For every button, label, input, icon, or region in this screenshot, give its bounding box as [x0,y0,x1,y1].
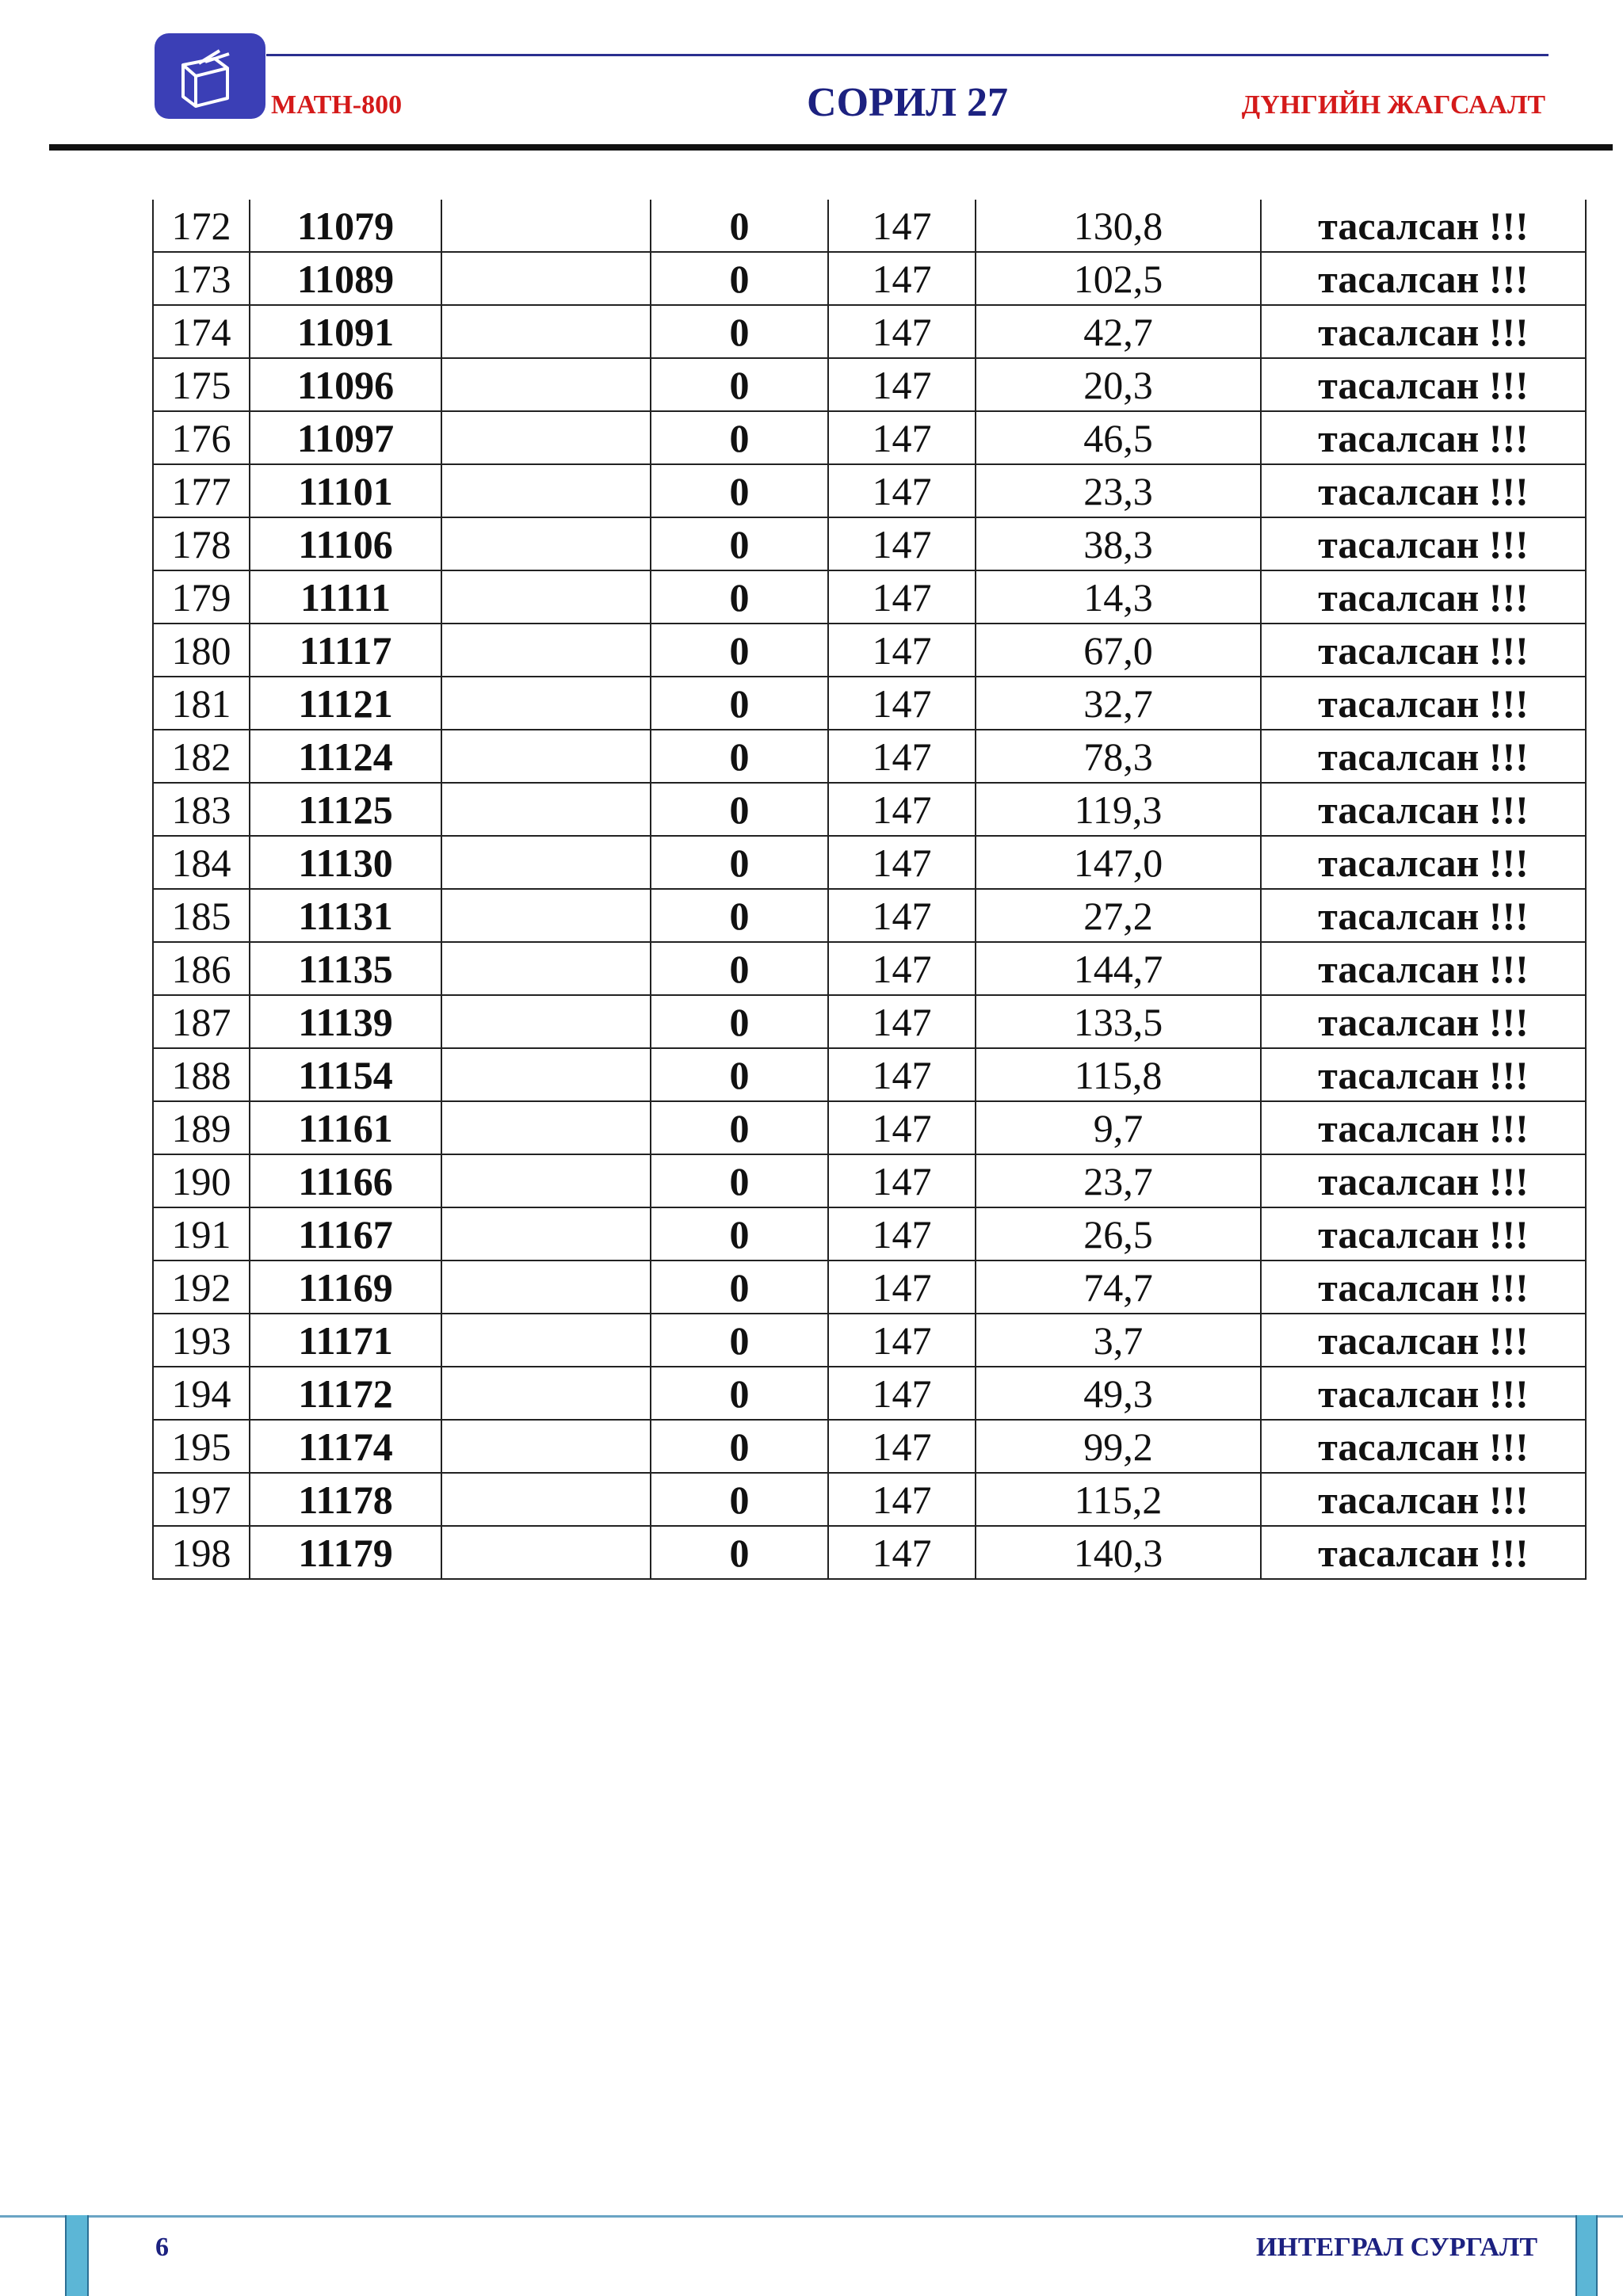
row-number: 189 [153,1101,250,1154]
max-score-cell: 147 [828,1314,976,1367]
score-cell: 0 [651,1154,828,1207]
max-score-cell: 147 [828,1154,976,1207]
status-cell: тасалсан !!! [1261,1261,1586,1314]
percentile-cell: 102,5 [976,252,1261,305]
student-id: 11106 [250,517,441,570]
status-cell: тасалсан !!! [1261,677,1586,730]
student-id: 11166 [250,1154,441,1207]
blank-cell [441,1367,651,1420]
student-id: 11091 [250,305,441,358]
table-row [153,411,1586,464]
status-cell: тасалсан !!! [1261,1314,1586,1367]
blank-cell [441,889,651,942]
blank-cell [441,200,651,252]
student-id: 11171 [250,1314,441,1367]
student-id: 11179 [250,1526,441,1579]
table-row [153,1526,1586,1579]
table-row [153,1473,1586,1526]
student-id: 11111 [250,570,441,624]
table-row [153,1314,1586,1367]
score-cell: 0 [651,1261,828,1314]
max-score-cell: 147 [828,1367,976,1420]
percentile-cell: 26,5 [976,1207,1261,1261]
table-row [153,730,1586,783]
blank-cell [441,836,651,889]
score-cell: 0 [651,836,828,889]
percentile-cell: 133,5 [976,995,1261,1048]
status-cell: тасалсан !!! [1261,942,1586,995]
row-number: 172 [153,200,250,252]
percentile-cell: 14,3 [976,570,1261,624]
table-row [153,1367,1586,1420]
score-cell: 0 [651,1207,828,1261]
max-score-cell: 147 [828,358,976,411]
max-score-cell: 147 [828,942,976,995]
status-cell: тасалсан !!! [1261,1154,1586,1207]
score-cell: 0 [651,517,828,570]
score-cell: 0 [651,1420,828,1473]
student-id: 11089 [250,252,441,305]
row-number: 176 [153,411,250,464]
row-number: 195 [153,1420,250,1473]
max-score-cell: 147 [828,730,976,783]
max-score-cell: 147 [828,1101,976,1154]
row-number: 183 [153,783,250,836]
blank-cell [441,1048,651,1101]
max-score-cell: 147 [828,677,976,730]
percentile-cell: 46,5 [976,411,1261,464]
blank-cell [441,411,651,464]
student-id: 11101 [250,464,441,517]
student-id: 11097 [250,411,441,464]
table-row [153,783,1586,836]
score-cell: 0 [651,1048,828,1101]
score-cell: 0 [651,252,828,305]
max-score-cell: 147 [828,1261,976,1314]
percentile-cell: 147,0 [976,836,1261,889]
footer-line [0,2215,1623,2218]
student-id: 11096 [250,358,441,411]
max-score-cell: 147 [828,783,976,836]
table-row [153,1048,1586,1101]
document-section-label: ДҮНГИЙН ЖАГСААЛТ [1241,90,1545,120]
page-title: СОРИЛ 27 [807,80,1008,125]
table-row [153,200,1586,252]
score-cell: 0 [651,889,828,942]
status-cell: тасалсан !!! [1261,1207,1586,1261]
row-number: 175 [153,358,250,411]
score-cell: 0 [651,411,828,464]
score-cell: 0 [651,1473,828,1526]
blank-cell [441,1473,651,1526]
score-cell: 0 [651,1367,828,1420]
header-top-line [266,54,1549,56]
table-row [153,252,1586,305]
max-score-cell: 147 [828,200,976,252]
status-cell: тасалсан !!! [1261,836,1586,889]
table-row [153,464,1586,517]
student-id: 11178 [250,1473,441,1526]
percentile-cell: 144,7 [976,942,1261,995]
score-cell: 0 [651,730,828,783]
table-row [153,1154,1586,1207]
row-number: 179 [153,570,250,624]
max-score-cell: 147 [828,570,976,624]
status-cell: тасалсан !!! [1261,995,1586,1048]
score-cell: 0 [651,200,828,252]
student-id: 11161 [250,1101,441,1154]
max-score-cell: 147 [828,252,976,305]
score-cell: 0 [651,1526,828,1579]
row-number: 187 [153,995,250,1048]
blank-cell [441,730,651,783]
table-row [153,1420,1586,1473]
table-row [153,1101,1586,1154]
percentile-cell: 27,2 [976,889,1261,942]
max-score-cell: 147 [828,1526,976,1579]
blank-cell [441,358,651,411]
student-id: 11154 [250,1048,441,1101]
percentile-cell: 32,7 [976,677,1261,730]
footer-brand: ИНТЕГРАЛ СУРГАЛТ [1255,2233,1537,2262]
student-id: 11135 [250,942,441,995]
blank-cell [441,1314,651,1367]
max-score-cell: 147 [828,624,976,677]
table-row [153,358,1586,411]
percentile-cell: 130,8 [976,200,1261,252]
percentile-cell: 140,3 [976,1526,1261,1579]
score-cell: 0 [651,624,828,677]
max-score-cell: 147 [828,1473,976,1526]
score-cell: 0 [651,1101,828,1154]
status-cell: тасалсан !!! [1261,411,1586,464]
blank-cell [441,995,651,1048]
blank-cell [441,464,651,517]
table-row [153,517,1586,570]
status-cell: тасалсан !!! [1261,517,1586,570]
table-row [153,624,1586,677]
row-number: 192 [153,1261,250,1314]
score-cell: 0 [651,783,828,836]
max-score-cell: 147 [828,836,976,889]
status-cell: тасалсан !!! [1261,1101,1586,1154]
percentile-cell: 20,3 [976,358,1261,411]
max-score-cell: 147 [828,411,976,464]
blank-cell [441,252,651,305]
status-cell: тасалсан !!! [1261,252,1586,305]
score-cell: 0 [651,305,828,358]
score-cell: 0 [651,942,828,995]
score-cell: 0 [651,464,828,517]
student-id: 11117 [250,624,441,677]
percentile-cell: 23,7 [976,1154,1261,1207]
row-number: 180 [153,624,250,677]
blank-cell [441,1261,651,1314]
table-row [153,836,1586,889]
table-row [153,677,1586,730]
max-score-cell: 147 [828,995,976,1048]
student-id: 11174 [250,1420,441,1473]
row-number: 197 [153,1473,250,1526]
status-cell: тасалсан !!! [1261,1048,1586,1101]
score-cell: 0 [651,995,828,1048]
row-number: 190 [153,1154,250,1207]
row-number: 174 [153,305,250,358]
blank-cell [441,1420,651,1473]
percentile-cell: 49,3 [976,1367,1261,1420]
blank-cell [441,1101,651,1154]
row-number: 186 [153,942,250,995]
max-score-cell: 147 [828,464,976,517]
student-id: 11124 [250,730,441,783]
percentile-cell: 78,3 [976,730,1261,783]
status-cell: тасалсан !!! [1261,200,1586,252]
student-id: 11169 [250,1261,441,1314]
footer-left-bar [65,2215,89,2296]
row-number: 173 [153,252,250,305]
percentile-cell: 115,2 [976,1473,1261,1526]
row-number: 188 [153,1048,250,1101]
row-number: 178 [153,517,250,570]
blank-cell [441,1207,651,1261]
student-id: 11121 [250,677,441,730]
max-score-cell: 147 [828,305,976,358]
score-cell: 0 [651,570,828,624]
student-id: 11079 [250,200,441,252]
table-row [153,995,1586,1048]
student-id: 11125 [250,783,441,836]
student-id: 11139 [250,995,441,1048]
blank-cell [441,677,651,730]
student-id: 11130 [250,836,441,889]
status-cell: тасалсан !!! [1261,358,1586,411]
row-number: 181 [153,677,250,730]
blank-cell [441,783,651,836]
results-table [152,200,1587,1580]
blank-cell [441,624,651,677]
percentile-cell: 3,7 [976,1314,1261,1367]
table-row [153,942,1586,995]
percentile-cell: 119,3 [976,783,1261,836]
row-number: 182 [153,730,250,783]
page-number: 6 [155,2233,169,2262]
status-cell: тасалсан !!! [1261,783,1586,836]
status-cell: тасалсан !!! [1261,464,1586,517]
score-cell: 0 [651,358,828,411]
blank-cell [441,1154,651,1207]
status-cell: тасалсан !!! [1261,1526,1586,1579]
row-number: 184 [153,836,250,889]
table-row [153,1207,1586,1261]
blank-cell [441,570,651,624]
max-score-cell: 147 [828,1048,976,1101]
student-id: 11131 [250,889,441,942]
status-cell: тасалсан !!! [1261,1420,1586,1473]
status-cell: тасалсан !!! [1261,889,1586,942]
row-number: 198 [153,1526,250,1579]
blank-cell [441,1526,651,1579]
row-number: 185 [153,889,250,942]
row-number: 194 [153,1367,250,1420]
score-cell: 0 [651,1314,828,1367]
table-row [153,1261,1586,1314]
status-cell: тасалсан !!! [1261,730,1586,783]
row-number: 177 [153,464,250,517]
status-cell: тасалсан !!! [1261,624,1586,677]
percentile-cell: 9,7 [976,1101,1261,1154]
percentile-cell: 67,0 [976,624,1261,677]
row-number: 193 [153,1314,250,1367]
percentile-cell: 38,3 [976,517,1261,570]
footer-right-bar [1575,2215,1598,2296]
blank-cell [441,517,651,570]
blank-cell [441,305,651,358]
score-cell: 0 [651,677,828,730]
max-score-cell: 147 [828,1420,976,1473]
header-divider [49,144,1613,151]
table-row [153,889,1586,942]
table-row [153,305,1586,358]
percentile-cell: 23,3 [976,464,1261,517]
status-cell: тасалсан !!! [1261,570,1586,624]
percentile-cell: 74,7 [976,1261,1261,1314]
status-cell: тасалсан !!! [1261,305,1586,358]
course-code: МАТН-800 [271,90,403,120]
student-id: 11167 [250,1207,441,1261]
row-number: 191 [153,1207,250,1261]
max-score-cell: 147 [828,1207,976,1261]
table-row [153,570,1586,624]
status-cell: тасалсан !!! [1261,1473,1586,1526]
max-score-cell: 147 [828,889,976,942]
status-cell: тасалсан !!! [1261,1367,1586,1420]
student-id: 11172 [250,1367,441,1420]
percentile-cell: 115,8 [976,1048,1261,1101]
percentile-cell: 42,7 [976,305,1261,358]
max-score-cell: 147 [828,517,976,570]
blank-cell [441,942,651,995]
percentile-cell: 99,2 [976,1420,1261,1473]
